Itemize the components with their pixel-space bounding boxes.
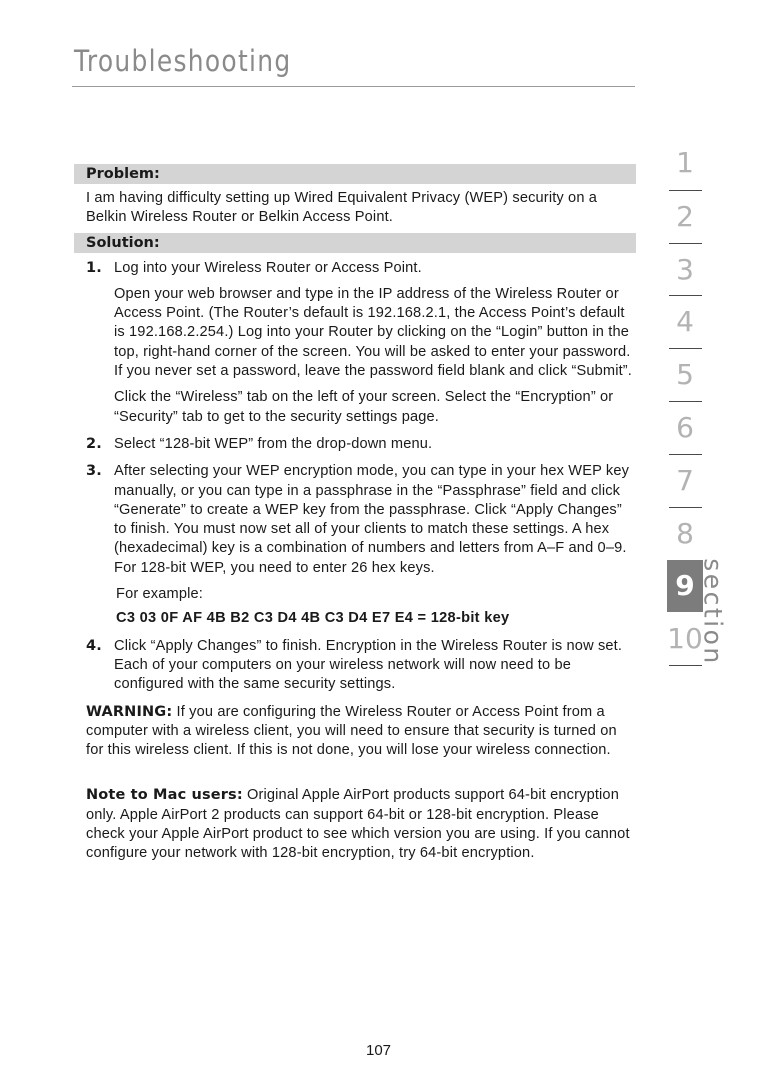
note-text: Original Apple AirPort products support 64-bit encryption only. Apple AirPort 2 products can support 64-bit or 128-bit encryption. Please check your Apple AirPort product to see which version you are using. If you cannot configure your network with 128-bit encryption, try 64-bit encryption. bbox=[86, 787, 630, 862]
step-2 bbox=[74, 435, 636, 454]
section-divider bbox=[669, 665, 702, 666]
section-tab-2[interactable]: 2 bbox=[676, 200, 694, 233]
main-content bbox=[74, 164, 636, 864]
section-tab-10[interactable]: 10 bbox=[667, 622, 703, 655]
solution-steps bbox=[74, 259, 636, 695]
step-1 bbox=[74, 259, 636, 427]
step-paragraph: Select “128-bit WEP” from the drop-down menu. bbox=[114, 435, 433, 452]
step-paragraph: Log into your Wireless Router or Access Point. bbox=[114, 259, 422, 276]
section-tab-7[interactable]: 7 bbox=[676, 464, 694, 497]
step-number: 2. bbox=[86, 435, 102, 452]
mac-note-paragraph bbox=[74, 786, 636, 863]
section-tab-5[interactable]: 5 bbox=[676, 358, 694, 391]
example-key: C3 03 0F AF 4B B2 C3 D4 4B C3 D4 E7 E4 = 128-bit key bbox=[116, 610, 510, 627]
section-label: section bbox=[698, 558, 728, 666]
page-number: 107 bbox=[365, 1042, 392, 1059]
step-3 bbox=[74, 462, 636, 628]
section-tab-4[interactable]: 4 bbox=[676, 305, 694, 338]
step-paragraph: After selecting your WEP encryption mode, you can type in your hex WEP key manually, or you can type in a passphrase in the “Passphrase” field and click “Generate” to create a WEP key from the passphrase. Click “Apply Changes” to finish. You must now set all of your clients to match these settings. A hex (hexadecimal) key is a combination of numbers and letters from A–F and 0–9. For 128-bit WEP, you need to enter 26 hex keys. bbox=[114, 463, 630, 576]
warning-paragraph bbox=[74, 703, 636, 761]
section-tab-9[interactable]: 9 bbox=[667, 560, 703, 612]
step-paragraph: Click “Apply Changes” to finish. Encryption in the Wireless Router is now set. Each of your computers on your wireless network will now need to be configured with the same security settings. bbox=[114, 637, 623, 693]
section-tab-1[interactable]: 1 bbox=[676, 146, 694, 179]
title-divider bbox=[72, 86, 635, 87]
page-title: Troubleshooting bbox=[74, 44, 292, 78]
warning-label: WARNING: bbox=[86, 703, 173, 720]
solution-heading: Solution: bbox=[74, 233, 636, 253]
section-tab-3[interactable]: 3 bbox=[676, 253, 694, 286]
problem-text: I am having difficulty setting up Wired Equivalent Privacy (WEP) security on a Belkin Wireless Router or Belkin Access Point. bbox=[86, 190, 598, 226]
note-label: Note to Mac users: bbox=[86, 787, 243, 804]
section-tab-8[interactable]: 8 bbox=[676, 517, 694, 550]
step-number: 4. bbox=[86, 637, 102, 654]
section-tab-6[interactable]: 6 bbox=[676, 411, 694, 444]
step-4 bbox=[74, 637, 636, 695]
step-paragraph: Click the “Wireless” tab on the left of your screen. Select the “Encryption” or “Security” tab to get to the security settings page. bbox=[114, 389, 614, 425]
step-number: 3. bbox=[86, 463, 102, 480]
step-paragraph: Open your web browser and type in the IP address of the Wireless Router or Access Point. (The Router’s default is 192.168.2.1, the Access Point’s default is 192.168.2.254.) Log into your Router by clicking on the “Login” button in the top, right-hand corner of the screen. You will be asked to enter your password. If you never set a password, leave the password field blank and click “Submit”. bbox=[114, 285, 633, 380]
step-number: 1. bbox=[86, 259, 102, 276]
problem-heading: Problem: bbox=[74, 164, 636, 184]
example-label: For example: bbox=[116, 586, 203, 603]
warning-text: If you are configuring the Wireless Router or Access Point from a computer with a wireless client, you will need to ensure that security is turned on for this wireless client. If this is not done, you will lose your wireless connection. bbox=[86, 703, 617, 759]
